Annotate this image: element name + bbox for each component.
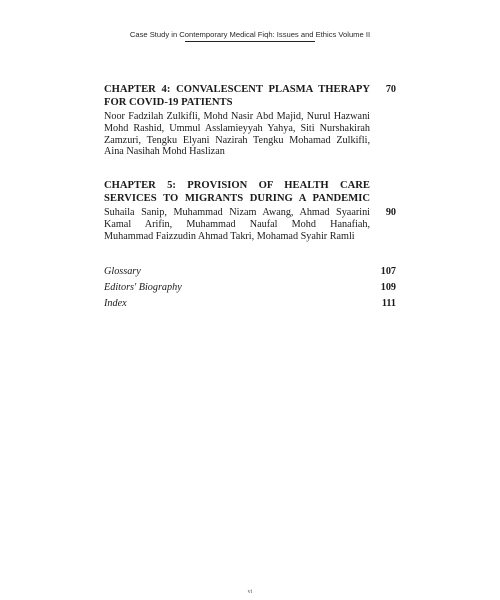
entry-label: Index	[104, 298, 127, 309]
page-number: 70	[385, 84, 396, 95]
author-line: Noor Fadzilah Zulkifli, Mohd Nasir Abd Majid, Nurul Hazwani	[104, 111, 370, 122]
chapter-title-line: FOR COVID-19 PATIENTS	[104, 96, 233, 108]
chapter-title-line: SERVICES TO MIGRANTS DURING A PANDEMIC	[104, 192, 370, 204]
author-line: Aina Nasihah Mohd Haslizan	[104, 146, 225, 158]
running-header: Case Study in Contemporary Medical Fiqh: Issues and Ethics Volume II	[129, 30, 371, 39]
author-line: Muhammad Faizzudin Ahmad Takri, Mohamad Syahir Ramli	[104, 230, 355, 242]
entry-label: Editors' Biography	[104, 282, 182, 293]
toc-entry-chapter-5[interactable]	[104, 180, 396, 242]
header-rule	[185, 41, 315, 42]
page-number: 90	[385, 207, 396, 218]
author-line: Suhaila Sanip, Muhammad Nizam Awang, Ahmad Syaarini	[104, 207, 370, 218]
page-folio: vi	[247, 589, 253, 595]
author-line: Kamal Arifin, Muhammad Naufal Mohd Hanafiah,	[104, 218, 370, 230]
toc-entry-chapter-4[interactable]	[104, 84, 396, 158]
chapter-authors	[104, 111, 370, 158]
entry-label: Glossary	[104, 266, 141, 277]
page-number: 111	[381, 298, 396, 309]
page-number: 109	[380, 282, 396, 293]
page-number: 107	[380, 266, 396, 277]
chapter-authors	[104, 207, 370, 242]
chapter-title-line: CHAPTER 4: CONVALESCENT PLASMA THERAPY	[104, 84, 370, 95]
author-line: Mohd Rashid, Ummul Asslamieyyah Yahya, Siti Nurshakirah	[104, 122, 370, 134]
chapter-title-line: CHAPTER 5: PROVISION OF HEALTH CARE	[104, 180, 370, 191]
toc-entry-glossary[interactable]	[104, 266, 396, 280]
toc-entry-index[interactable]	[104, 298, 396, 312]
author-line: Zamzuri, Tengku Elyani Nazirah Tengku Mohamad Zulkifli,	[104, 134, 370, 146]
chapter-title	[104, 180, 370, 205]
toc-entry-editors-biography[interactable]	[104, 282, 396, 296]
chapter-title	[104, 84, 370, 109]
